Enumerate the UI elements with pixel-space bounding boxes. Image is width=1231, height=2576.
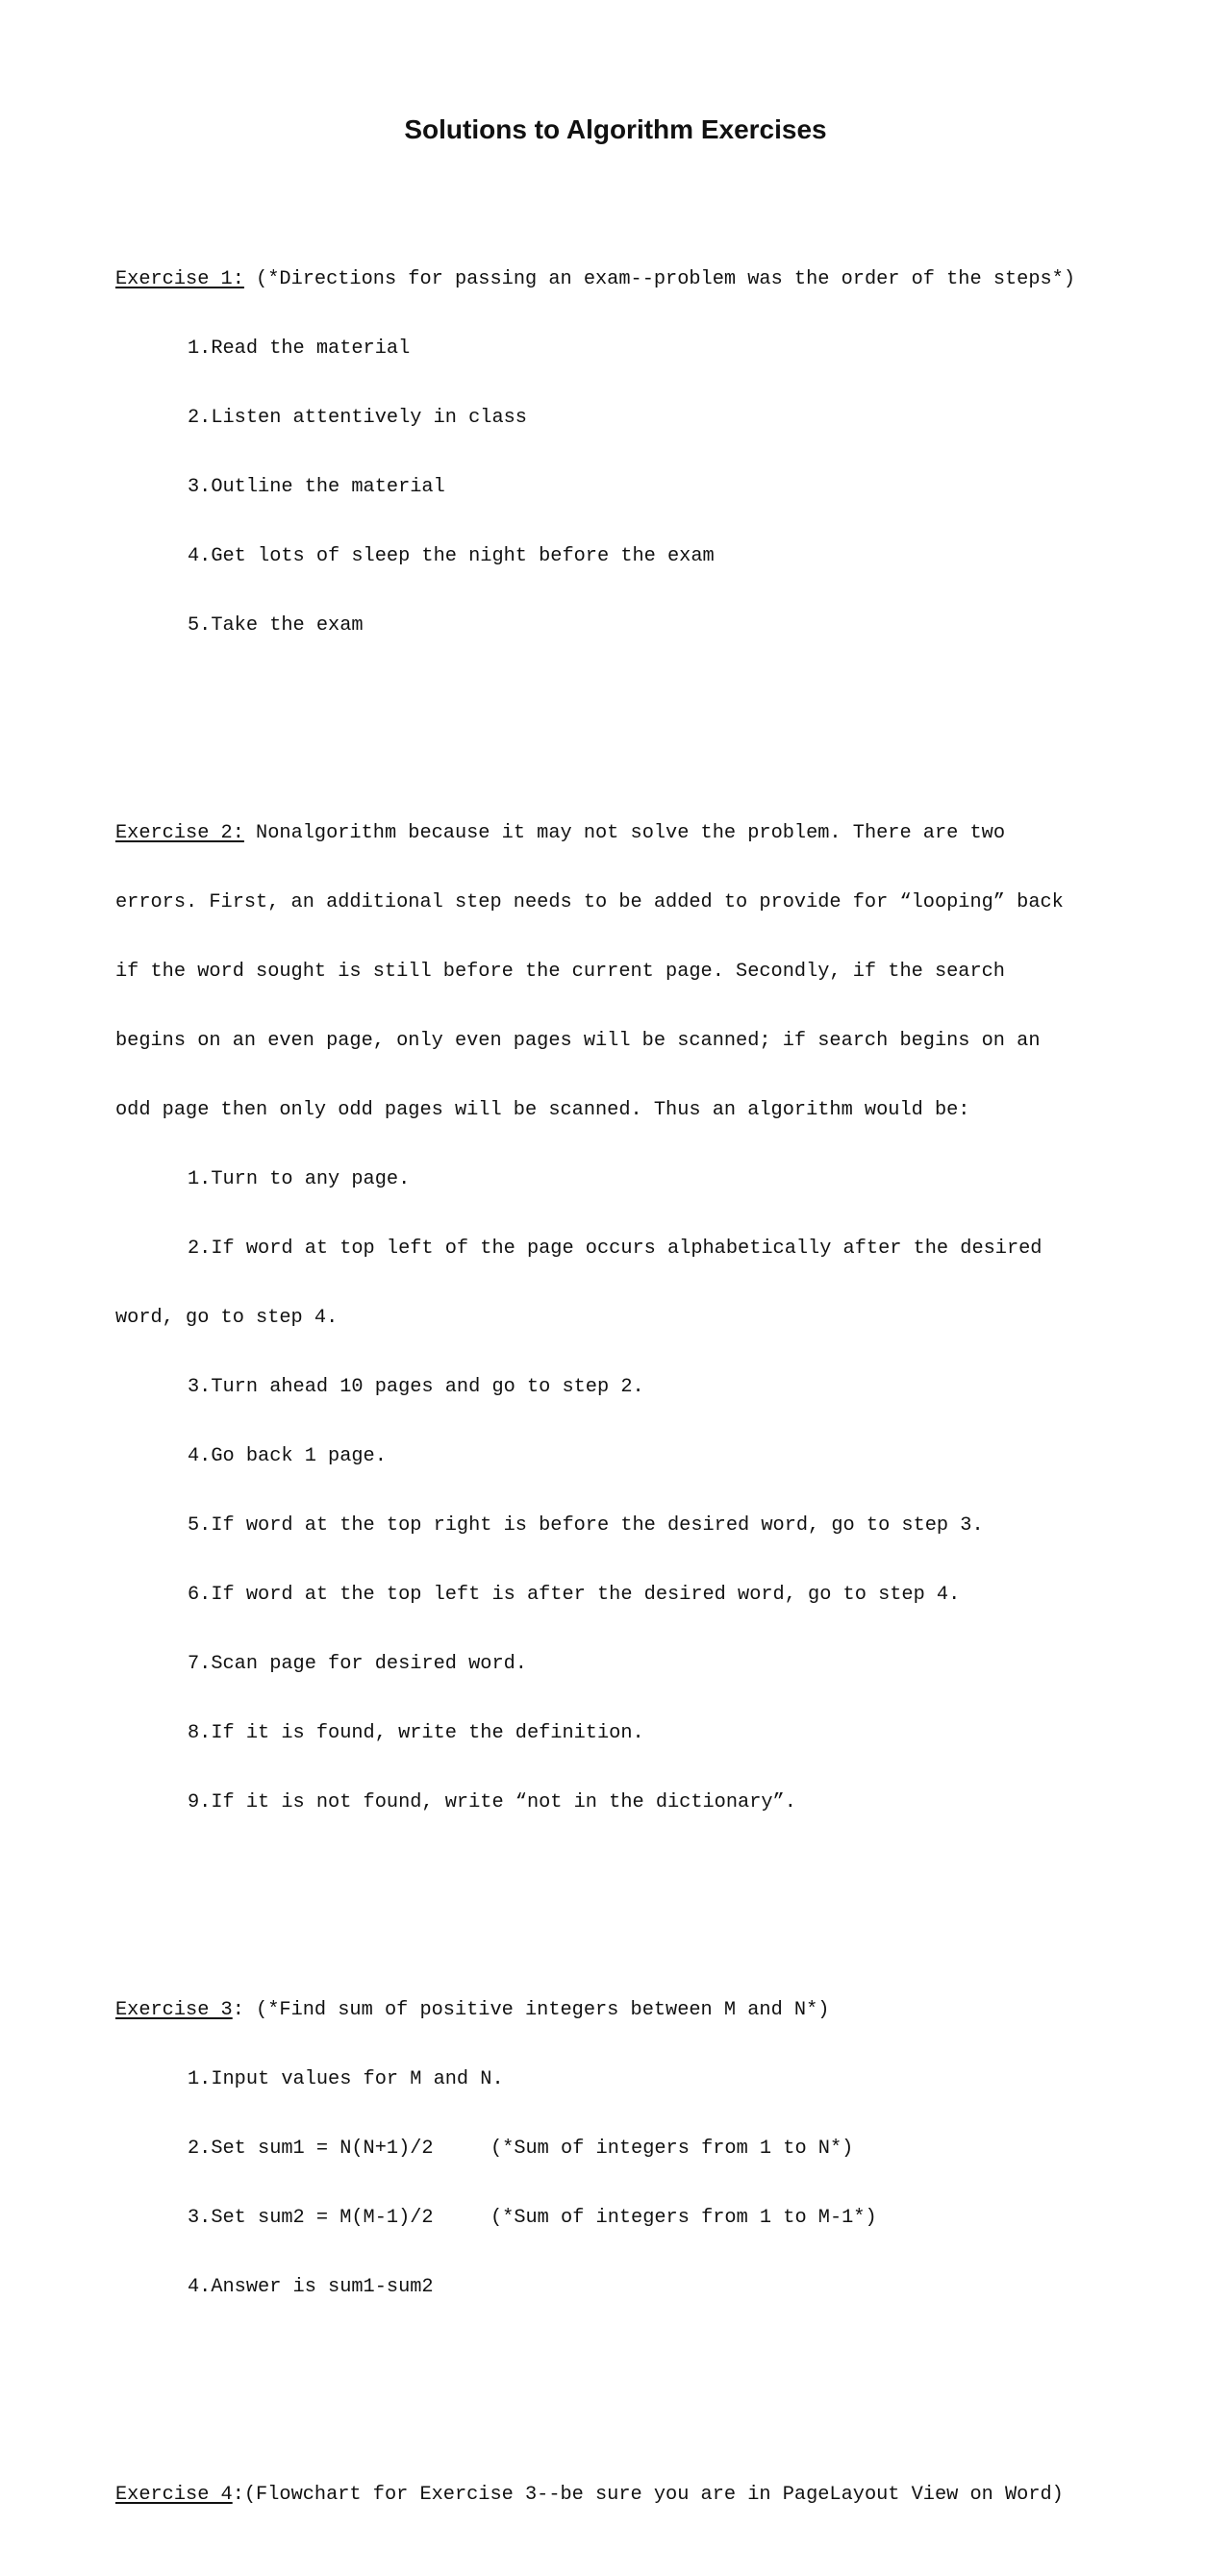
exercise-3-heading (115, 1999, 1125, 2022)
exercise-2-step: 4.Go back 1 page. (188, 1445, 387, 1467)
exercise-3-step (115, 2138, 1125, 2161)
exercise-3-step: 4.Answer is sum1-sum2 (188, 2276, 434, 2298)
exercise-2-paragraph-line: odd page then only odd pages will be scanned. Thus an algorithm would be: (115, 1099, 970, 1121)
exercise-2-step: 8.If it is found, write the definition. (188, 1722, 644, 1744)
exercise-2-step: 3.Turn ahead 10 pages and go to step 2. (188, 1376, 644, 1398)
exercise-3-label: Exercise 3 (115, 1999, 233, 2021)
exercise-2-paragraph-line: Nonalgorithm because it may not solve the problem. There are two (243, 822, 1005, 844)
document-body (115, 176, 1125, 2576)
exercise-2-paragraph-line: errors. First, an additional step needs to be added to provide for “looping” back (115, 891, 1064, 913)
exercise-2-step: 1.Turn to any page. (188, 1168, 411, 1190)
exercise-2-step: 9.If it is not found, write “not in the dictionary”. (188, 1791, 796, 1813)
exercise-2-step: 5.If word at the top right is before the desired word, go to step 3. (188, 1514, 984, 1537)
exercise-3-step-comment: (*Sum of integers from 1 to N*) (490, 2138, 854, 2160)
exercise-1-step: 3.Outline the material (188, 476, 445, 498)
exercise-2-paragraph-line: if the word sought is still before the current page. Secondly, if the search (115, 961, 1005, 983)
exercise-2-label: Exercise 2: (115, 822, 244, 844)
exercise-1-step: 4.Get lots of sleep the night before the exam (188, 545, 715, 567)
exercise-1-step: 2.Listen attentively in class (188, 407, 527, 429)
exercise-4-label: Exercise 4 (115, 2484, 233, 2506)
exercise-4-note: :(Flowchart for Exercise 3--be sure you are in PageLayout View on Word) (232, 2484, 1064, 2506)
exercise-1-step: 1.Read the material (188, 338, 411, 360)
exercise-3-step (115, 2207, 1125, 2230)
exercise-3-step-comment: (*Sum of integers from 1 to M-1*) (490, 2207, 877, 2229)
exercise-1-label: Exercise 1: (115, 268, 244, 290)
page-title: Solutions to Algorithm Exercises (404, 114, 827, 144)
exercise-1-step: 5.Take the exam (188, 614, 364, 637)
exercise-1-note: (*Directions for passing an exam--problem was the order of the steps*) (243, 268, 1076, 290)
spacer (115, 2368, 1125, 2391)
exercise-2-step: 6.If word at the top left is after the desired word, go to step 4. (188, 1584, 961, 1606)
exercise-3-note: : (*Find sum of positive integers between M and N*) (232, 1999, 830, 2021)
exercise-2-heading (115, 822, 1125, 845)
exercise-1-heading (115, 268, 1125, 291)
exercise-2-step: 7.Scan page for desired word. (188, 1653, 527, 1675)
exercise-3-step: 1.Input values for M and N. (188, 2068, 504, 2090)
exercise-4-heading (115, 2484, 1125, 2507)
exercise-3-step-text: 2.Set sum1 = N(N+1)/2 (188, 2138, 434, 2160)
spacer (115, 707, 1125, 730)
spacer (115, 1884, 1125, 1907)
exercise-2-step: 2.If word at top left of the page occurs alphabetically after the desired (188, 1238, 1043, 1260)
exercise-2-step-continuation: word, go to step 4. (115, 1307, 339, 1329)
exercise-3-step-text: 3.Set sum2 = M(M-1)/2 (188, 2207, 434, 2229)
exercise-2-paragraph-line: begins on an even page, only even pages will be scanned; if search begins on an (115, 1030, 1041, 1052)
